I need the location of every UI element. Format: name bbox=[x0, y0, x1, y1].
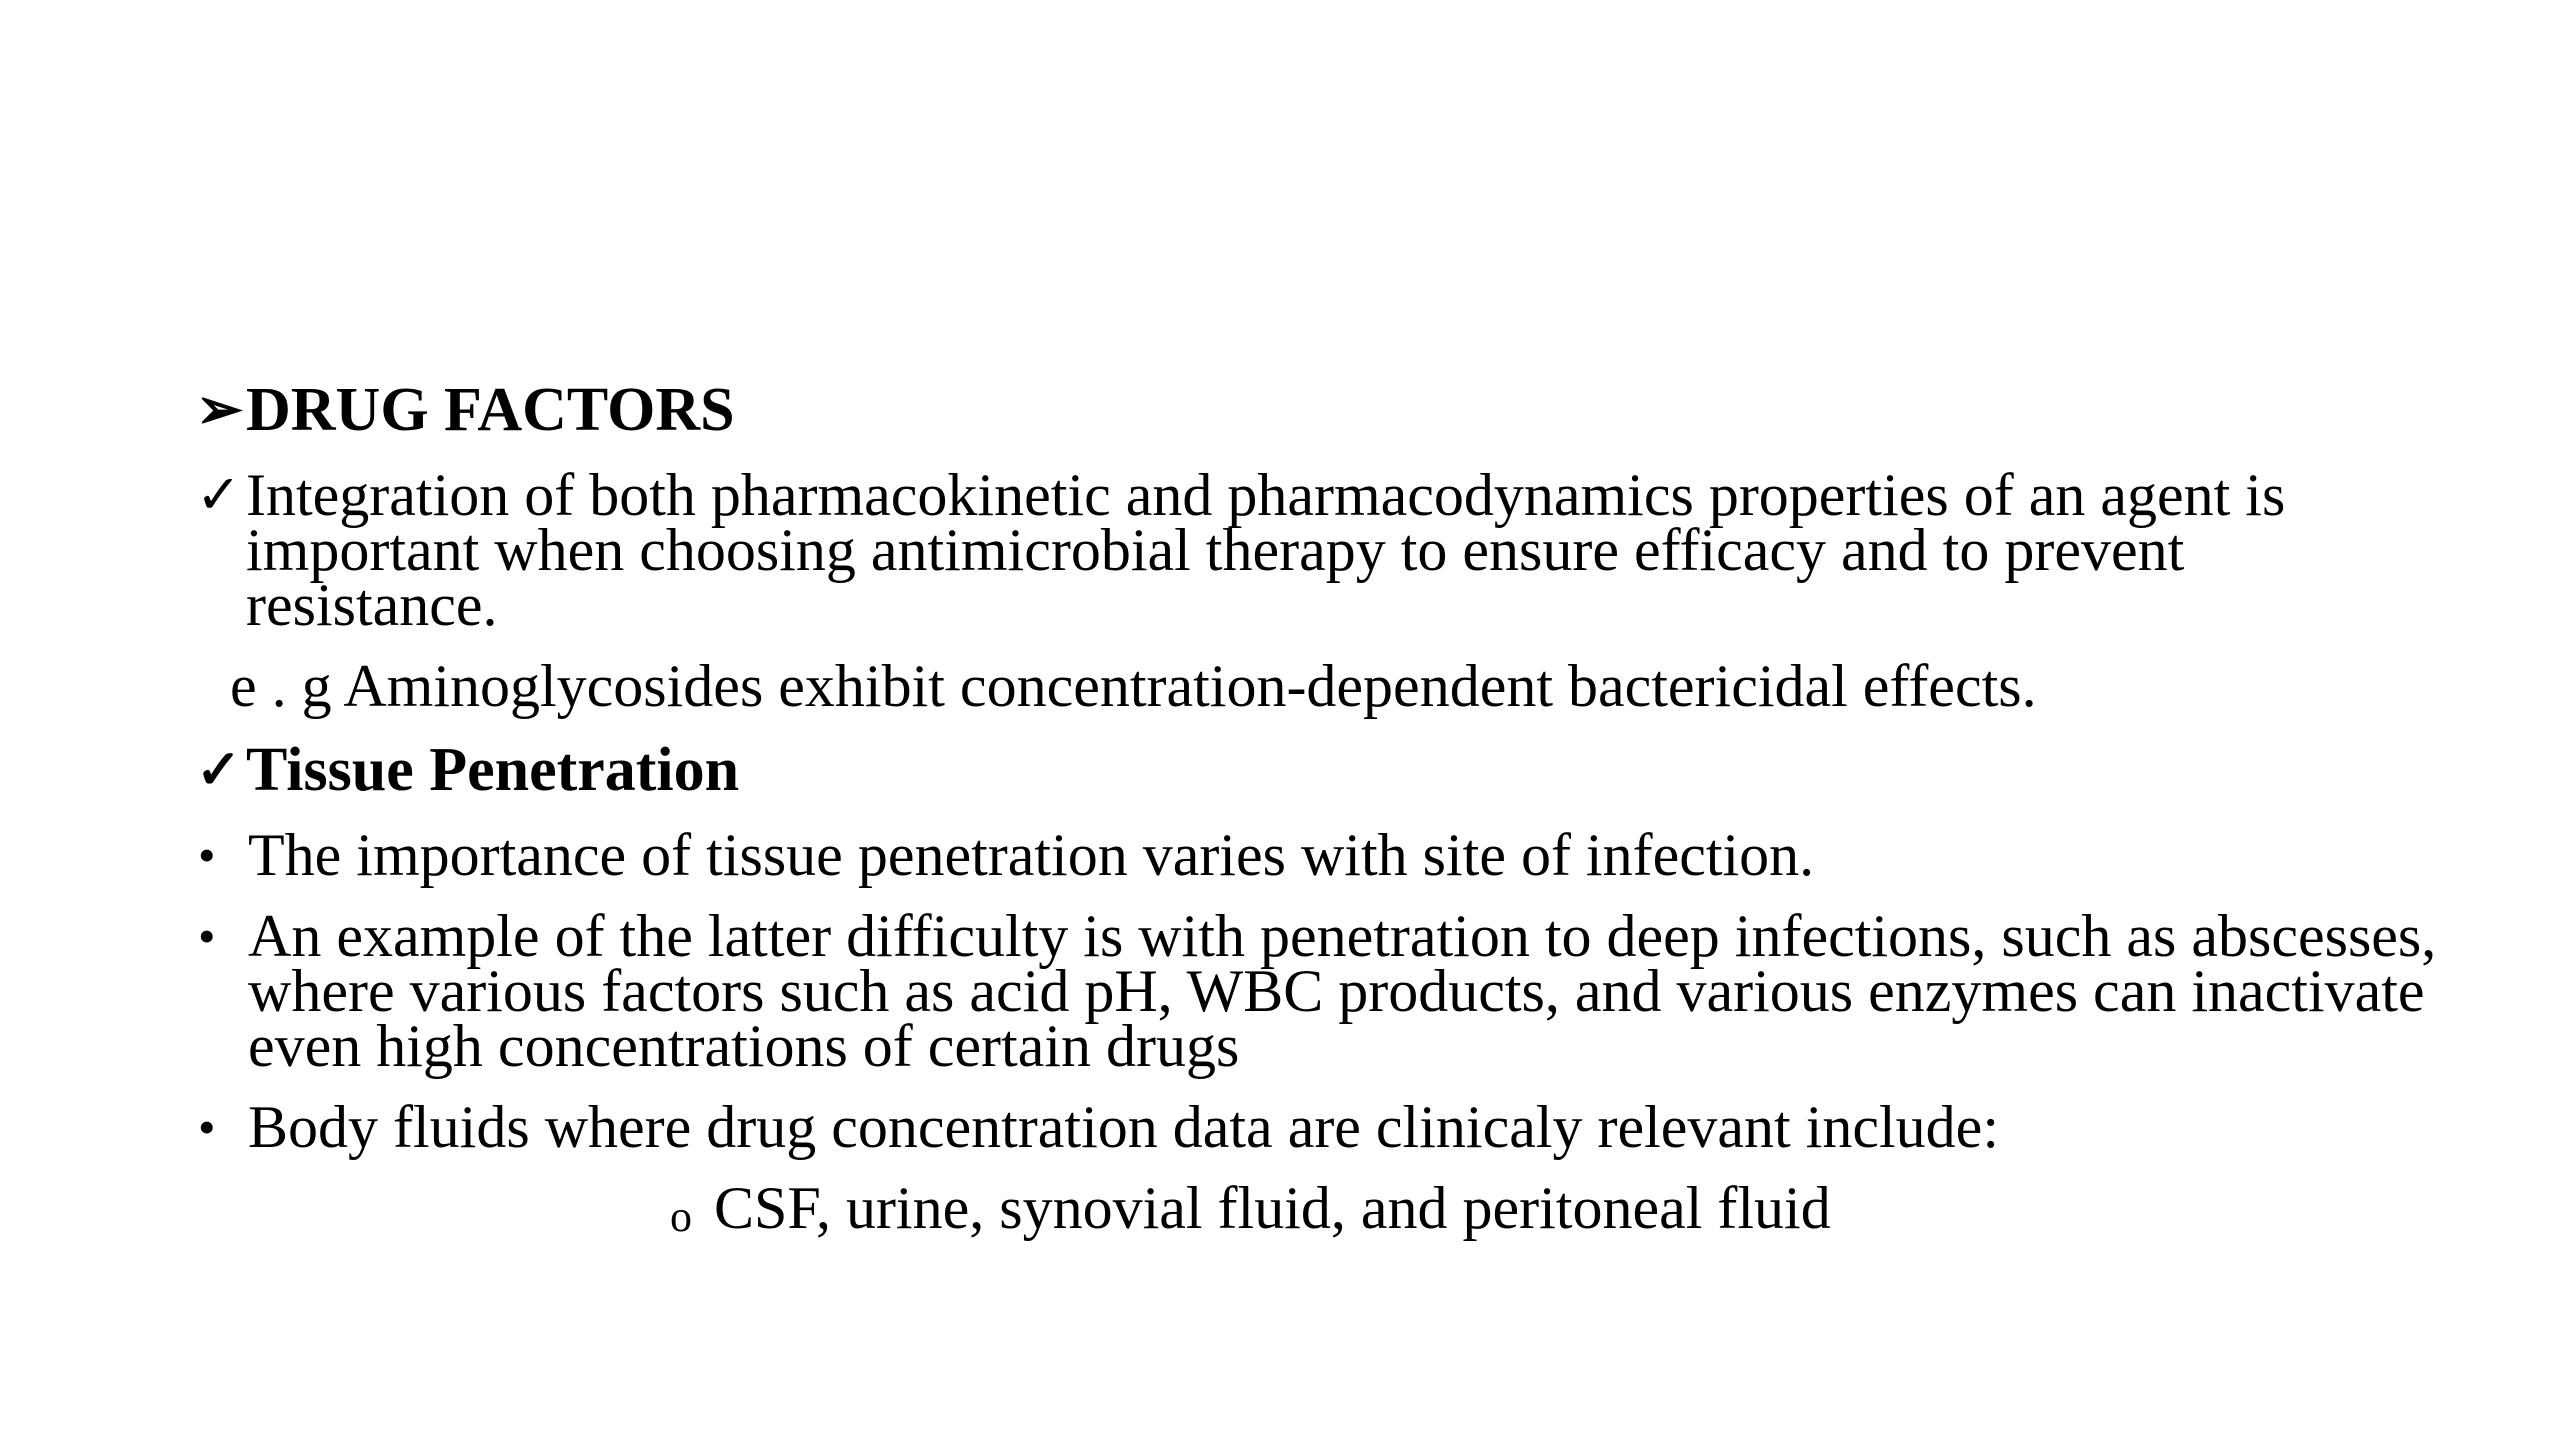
example-text: e . g Aminoglycosides exhibit concentration-dependent bactericidal effects. bbox=[230, 653, 2037, 719]
checkmark-icon: ✓ bbox=[196, 740, 242, 800]
bullet-item bbox=[196, 1094, 2446, 1160]
subsection-title: Tissue Penetration bbox=[246, 736, 740, 804]
checkmark-icon: ✓ bbox=[196, 465, 242, 525]
slide-content bbox=[196, 378, 2446, 1244]
section-heading bbox=[196, 378, 2446, 442]
check-point-text: Integration of both pharmacokinetic and pharmacodynamics properties of an agent is important when choosing antimicrobial therapy to ensure efficacy and to prevent resistance. bbox=[246, 462, 2286, 638]
arrow-bullet-icon: ➢ bbox=[196, 379, 243, 441]
bullet-dot-icon: • bbox=[198, 908, 216, 964]
sub-bullet-item bbox=[196, 1175, 2446, 1244]
check-point bbox=[196, 462, 2446, 638]
bullet-item bbox=[196, 822, 2446, 888]
subsection-heading bbox=[196, 738, 2446, 802]
bullet-text: An example of the latter difficulty is with penetration to deep infections, such as abscesses, where various factors such as acid pH, WBC products, and various enzymes can inactivate even high concentrations of certain drugs bbox=[248, 903, 2437, 1079]
circle-bullet-icon: o bbox=[670, 1192, 692, 1241]
bullet-dot-icon: • bbox=[198, 1099, 216, 1155]
section-title: DRUG FACTORS bbox=[246, 376, 735, 444]
bullet-item bbox=[196, 903, 2446, 1079]
sub-bullet-text: CSF, urine, synovial fluid, and peritoneal fluid bbox=[714, 1175, 1831, 1241]
bullet-text: The importance of tissue penetration varies with site of infection. bbox=[248, 822, 1815, 888]
bullet-dot-icon: • bbox=[198, 827, 216, 883]
bullet-text: Body fluids where drug concentration data are clinicaly relevant include: bbox=[248, 1094, 1999, 1160]
